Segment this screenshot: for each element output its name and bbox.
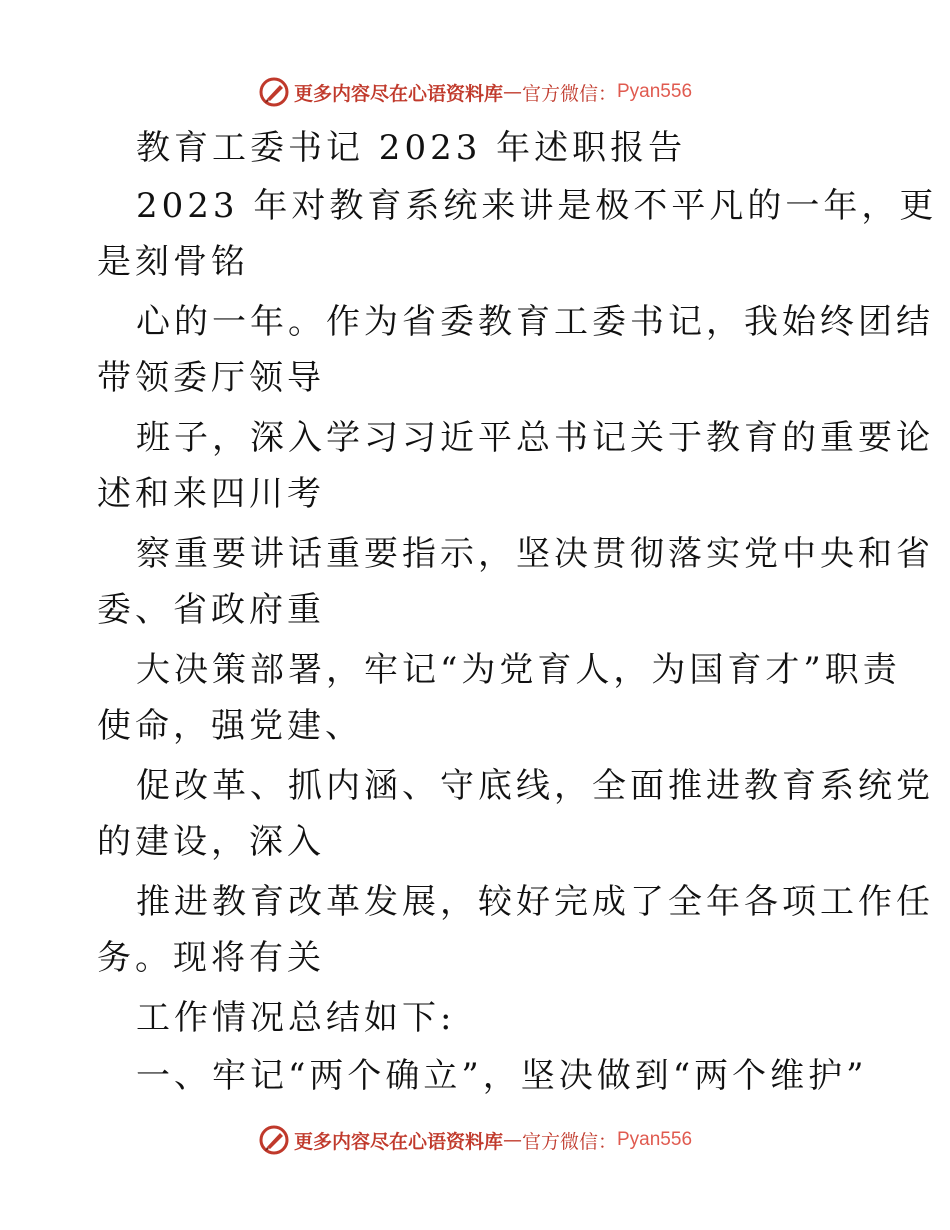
banner-wechat-label: 官方微信： bbox=[521, 1130, 617, 1153]
paragraph-line: 2023 年对教育系统来讲是极不平凡的一年，更 bbox=[136, 186, 938, 226]
paragraph-line: 推进教育改革发展，较好完成了全年各项工作任 bbox=[136, 882, 934, 922]
document-title: 教育工委书记 2023 年述职报告 bbox=[136, 128, 687, 168]
paragraph-line: 带领委厅领导 bbox=[97, 358, 325, 398]
paragraph-line: 务。现将有关 bbox=[97, 938, 325, 978]
paragraph-line: 心的一年。作为省委教育工委书记，我始终团结 bbox=[136, 302, 934, 342]
banner-separator: — bbox=[502, 81, 522, 103]
banner-site-text: 更多内容尽在心语资料库 bbox=[293, 1130, 503, 1153]
paragraph-line: 委、省政府重 bbox=[97, 590, 325, 630]
paragraph-line: 工作情况总结如下: bbox=[136, 998, 456, 1038]
footer-banner bbox=[0, 1122, 950, 1158]
paragraph-line: 的建设，深入 bbox=[97, 822, 325, 862]
banner-separator: — bbox=[502, 1129, 522, 1151]
paragraph-line: 察重要讲话重要指示，坚决贯彻落实党中央和省 bbox=[136, 534, 934, 574]
banner-wechat-id: Pyan556 bbox=[617, 1129, 693, 1150]
pen-logo-icon bbox=[258, 76, 290, 108]
header-banner bbox=[0, 74, 950, 110]
paragraph-line: 是刻骨铭 bbox=[97, 242, 249, 282]
banner-wechat-label: 官方微信： bbox=[521, 82, 617, 105]
banner-site-text: 更多内容尽在心语资料库 bbox=[293, 82, 503, 105]
paragraph-line: 大决策部署，牢记“为党育人，为国育才”职责 bbox=[136, 650, 901, 690]
pen-logo-icon bbox=[258, 1124, 290, 1156]
paragraph-line: 班子，深入学习习近平总书记关于教育的重要论 bbox=[136, 418, 934, 458]
section-heading: 一、牢记“两个确立”，坚决做到“两个维护” bbox=[136, 1056, 868, 1096]
banner-wechat-id: Pyan556 bbox=[617, 81, 693, 102]
paragraph-line: 促改革、抓内涵、守底线，全面推进教育系统党 bbox=[136, 766, 934, 806]
paragraph-line: 述和来四川考 bbox=[97, 474, 325, 514]
paragraph-line: 使命，强党建、 bbox=[97, 706, 363, 746]
